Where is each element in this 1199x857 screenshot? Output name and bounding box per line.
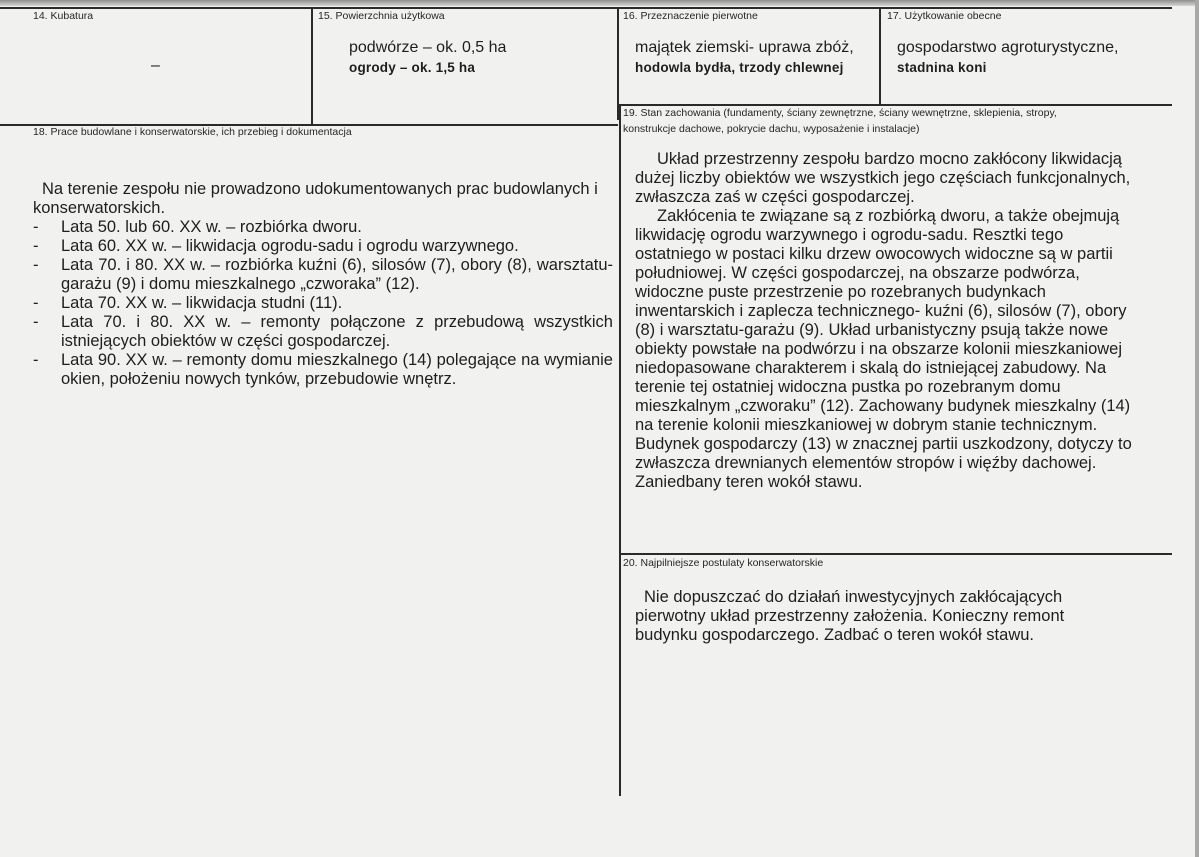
field-17-label: 17. Użytkowanie obecne <box>887 10 1002 22</box>
field-19-content <box>635 150 1140 492</box>
field-14-label: 14. Kubatura <box>33 10 94 22</box>
list-item: - Lata 70. XX w. – likwidacja studni (11). <box>33 294 613 313</box>
field-18-label: 18. Prace budowlane i konserwatorskie, ich przebieg i dokumentacja <box>33 126 352 138</box>
field-20-content <box>635 588 1090 645</box>
field-15-label: 15. Powierzchnia użytkowa <box>318 10 445 22</box>
divider-18-19 <box>619 104 621 796</box>
field-18-content <box>33 180 613 389</box>
field-20-label: 20. Najpilniejsze postulaty konserwatorskie <box>623 557 824 569</box>
list-item: - Lata 50. lub 60. XX w. – rozbiórka dworu. <box>33 218 613 237</box>
divider-14-15 <box>311 8 313 125</box>
field-15-line2: ogrody – ok. 1,5 ha <box>349 60 476 75</box>
field-19-para1: Układ przestrzenny zespołu bardzo mocno zakłócony likwidacją dużej liczby obiektów we wszystkich jego częściach funkcjonalnych, zwłaszcza zaś w części gospodarczej. <box>635 150 1131 206</box>
field-19-label: 19. Stan zachowania (fundamenty, ściany zewnętrzne, ściany wewnętrzne, sklepienia, stropy, konstrukcje dachowe, pokrycie dachu, wyposażenie i instalacje) <box>623 107 1057 135</box>
field-18-intro: Na terenie zespołu nie prowadzono udokumentowanych prac budowlanych i konserwatorskich. <box>33 180 598 217</box>
field-16-line1: majątek ziemski- uprawa zbóż, <box>635 39 854 56</box>
field-16-line2: hodowla bydła, trzody chlewnej <box>635 60 844 75</box>
page-edge-right <box>1195 0 1199 857</box>
field-15-line1: podwórze – ok. 0,5 ha <box>349 39 507 56</box>
field-20-text: Nie dopuszczać do działań inwestycyjnych zakłócających pierwotny układ przestrzenny założenia. Konieczny remont budynku gospodarczego. Zadbać o teren wokół stawu. <box>635 588 1065 644</box>
field-14-value: – <box>151 57 160 74</box>
field-19-para2: Zakłócenia te związane są z rozbiórką dworu, a także obejmują likwidację ogrodu warzywnego i ogrodu-sadu. Resztki tego ostatniego w postaci kilku drzew owocowych widoczne są w partii południowej. W części gospodarczej, na obszarze podwórza, widoczne puste przestrzenie po rozebranych budynkach inwentarskich i zaplecza technicznego- kuźni (6), silosów (7), obory (8) i warsztatu-garażu (9). Układ urbanistyczny psują także nowe obiekty powstałe na podwórzu i na obszarze kolonii mieszkaniowej niedopasowane charakterem i skalą do istniejącej zabudowy. Na terenie tej ostatniej widoczna pustka po rozebranym domu mieszkalnym „czworaku” (12). Zachowany budynek mieszkalny (14) na terenie kolonii mieszkaniowej w dobrym stanie technicznym. Budynek gospodarczy (13) w znacznej partii uszkodzony, dotyczy to zwłaszcza drewnianych elementów stropów i więźby dachowej. Zaniedbany teren wokół stawu. <box>635 207 1132 491</box>
list-item: - Lata 70. i 80. XX w. – rozbiórka kuźni (6), silosów (7), obory (8), warsztatu-garażu (9) i domu mieszkalnego „czworaka” (12). <box>33 256 613 294</box>
top-border <box>0 7 1172 9</box>
field-17-line1: gospodarstwo agroturystyczne, <box>897 39 1119 56</box>
field-17-line2: stadnina koni <box>897 60 987 75</box>
page-edge-top <box>0 0 1199 6</box>
divider-19-20 <box>619 553 1172 555</box>
field-18-list <box>33 218 613 389</box>
divider-16-17 <box>879 8 881 104</box>
field-16-label: 16. Przeznaczenie pierwotne <box>623 10 758 22</box>
list-item: - Lata 90. XX w. – remonty domu mieszkalnego (14) polegające na wymianie okien, położeniu nowych tynków, przebudowie wnętrz. <box>33 351 613 389</box>
list-item: - Lata 60. XX w. – likwidacja ogrodu-sadu i ogrodu warzywnego. <box>33 237 613 256</box>
list-item: - Lata 70. i 80. XX w. – remonty połączone z przebudową wszystkich istniejących obiektów w części gospodarczej. <box>33 313 613 351</box>
